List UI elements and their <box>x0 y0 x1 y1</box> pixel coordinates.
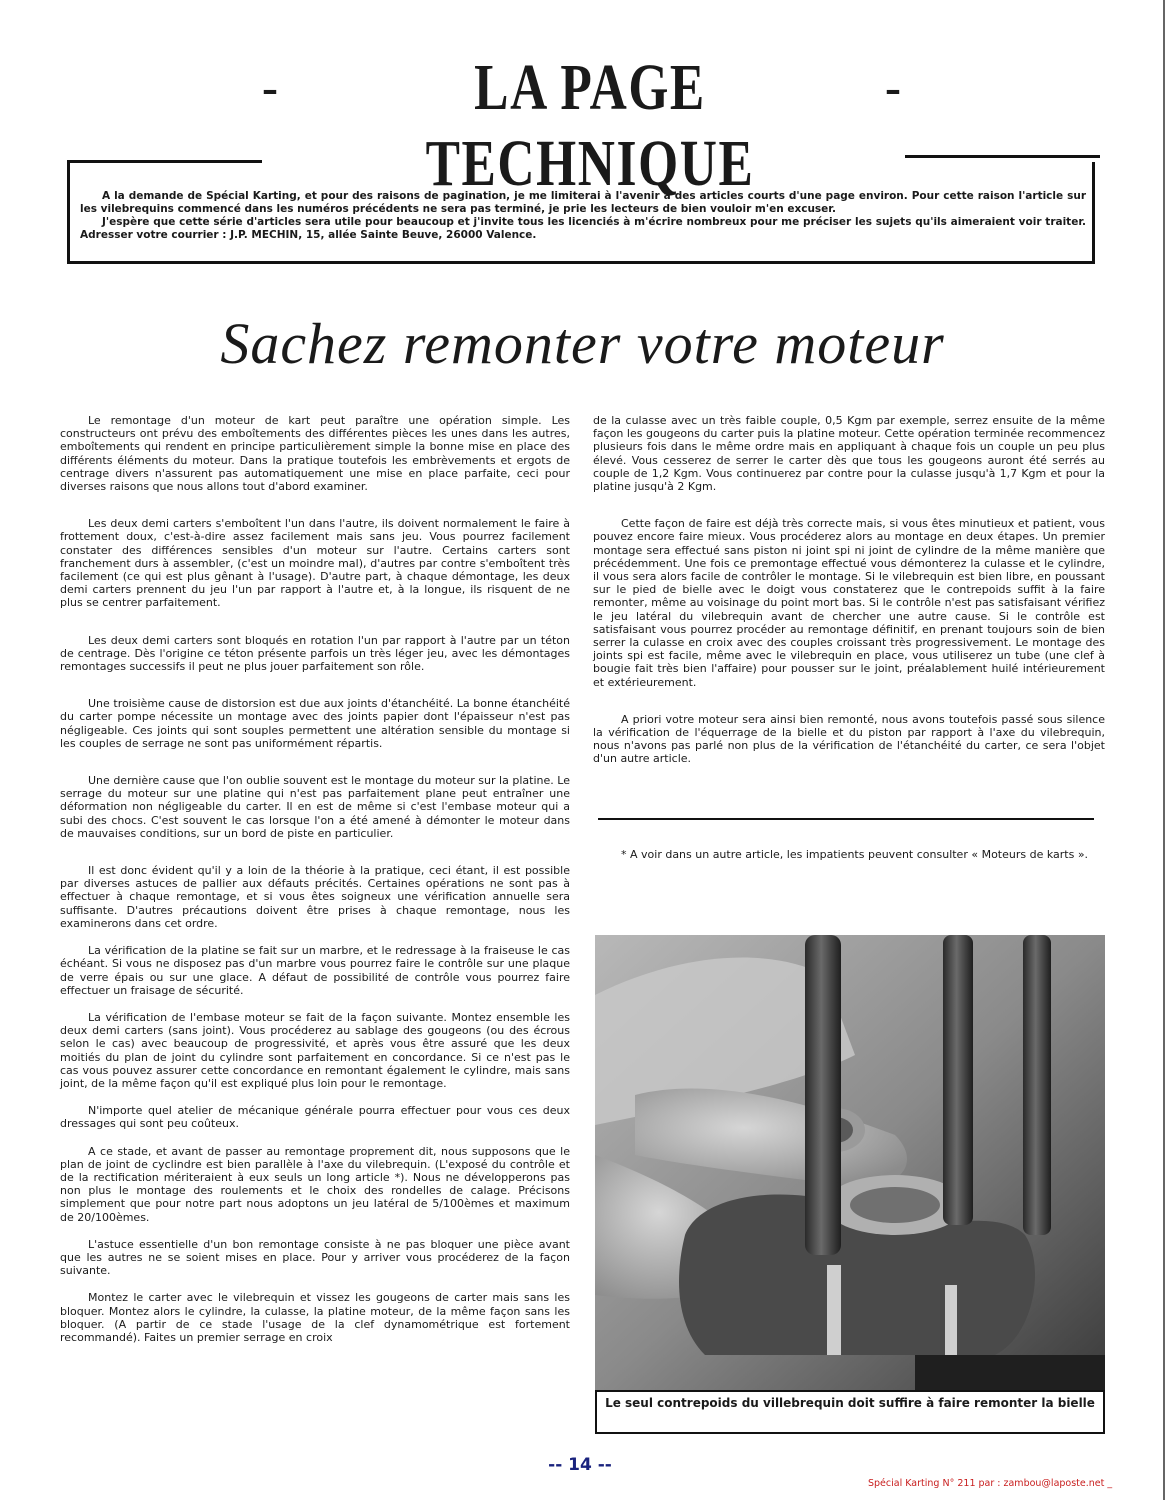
body-paragraph: Une troisième cause de distorsion est due aux joints d'étanchéité. La bonne étanchéité du carter pompe nécessite un montage avec des joints papier dont l'épaisseur n'est pas négligeable. Ces joints qui sont souples permettent une altération sensible du montage si les couples de serrage ne sont pas uniformément répartis. <box>60 697 570 750</box>
body-paragraph: A priori votre moteur sera ainsi bien remonté, nous avons toutefois passé sous silence la vérification de l'équerrage de la bielle et du piston par rapport à l'axe du vilebrequin, nous n'avons pas parlé non plus de la vérification de l'étanchéité du carter, ce sera l'objet d'un autre article. <box>593 712 1105 766</box>
body-paragraph: N'importe quel atelier de mécanique générale pourra effectuer pour vous ces deux dressages qui sont peu coûteux. <box>60 1104 570 1131</box>
body-paragraph: de la culasse avec un très faible couple, 0,5 Kgm par exemple, serrez ensuite de la même façon les gougeons du carter puis la platine moteur. Cette opération terminée recommencez plusieurs fois dans le même ordre mais en appliquant à chaque fois un couple un peu plus élevé. Vous cesserez de serrer le carter dès que tous les gougeons auront été serrés au couple de 1,2 Kgm. Vous continuerez par contre pour la culasse jusqu'à 1,7 Kgm et pour la platine jusqu'à 2 Kgm. <box>593 414 1105 494</box>
body-paragraph: Les deux demi carters sont bloqués en rotation l'un par rapport à l'autre par un téton de centrage. Dès l'origine ce téton présente parfois un très léger jeu, avec les démontages remontages successifs il peut ne plus jouer parfaitement son rôle. <box>60 633 570 674</box>
article-title: Sachez remonter votre moteur <box>220 311 945 376</box>
page-title: LA PAGE TECHNIQUE <box>425 51 755 200</box>
column-rule <box>598 818 1094 820</box>
intro-box <box>67 162 1095 264</box>
photo-caption: Le seul contrepoids du villebrequin doit suffire à faire remonter la bielle <box>595 1390 1105 1434</box>
right-column <box>593 414 1105 790</box>
header-rule-right <box>905 155 1100 158</box>
body-paragraph: A ce stade, et avant de passer au remontage proprement dit, nous supposons que le plan de joint de cyclindre est bien parallèle à l'axe du vilebrequin. (L'exposé du contrôle et de la rectification mériteraient à eux seuls un long article *). Nous ne développerons pas non plus le montage des roulements et le choix des rondelles de calage. Précisons simplement que pour notre part nous adoptons un jeu latéral de 5/100èmes et maximum de 20/100èmes. <box>60 1144 570 1224</box>
footer-credit: Spécial Karting N° 211 par : zambou@laposte.net _ <box>868 1478 1113 1489</box>
body-paragraph: La vérification de l'embase moteur se fait de la façon suivante. Montez ensemble les deux demi carters (sans joint). Vous procéderez au sablage des gougeons (ou des écrous selon le cas) avec beaucoup de progressivité, et après vous être assuré que les deux moitiés du plan de joint du cylindre sont parfaitement en concordance. Si ce n'est pas le cas vous pouvez assurer cette concordance en remontant également le cylindre, mais sans joint, de la même façon qu'il est expliqué plus loin pour le remontage. <box>60 1010 570 1090</box>
body-paragraph: La vérification de la platine se fait sur un marbre, et le redressage à la fraiseuse le cas échéant. Si vous ne disposez pas d'un marbre vous pourrez faire le contrôle sur une plaque de verre épais ou sur une glace. A défaut de possibilité de contrôle vous pourrez faire effectuer un fraisage de sécurité. <box>60 944 570 997</box>
engine-photo <box>595 935 1105 1390</box>
page-header <box>0 50 1165 200</box>
intro-paragraph: J'espère que cette série d'articles sera utile pour beaucoup et j'invite tous les licenciés à m'écrire nombreux pour me préciser les sujets qu'ils aimeraient voir traiter. Adresser votre courrier : J.P. MECHIN, 15, allée Sainte Beuve, 26000 Valence. <box>80 216 1086 241</box>
body-paragraph: Le remontage d'un moteur de kart peut paraître une opération simple. Les constructeurs ont prévu des emboîtements des différentes pièces les unes dans les autres, emboîtements qui rendent en principe particulièrement simple la bonne mise en place des différents éléments du moteur. Dans la pratique toutefois les embrèvements et ergots de centrage divers n'assurent pas automatiquement une mise en place parfaite, ceci pour diverses raisons que nous allons tout d'abord examiner. <box>60 414 570 494</box>
body-paragraph: L'astuce essentielle d'un bon remontage consiste à ne pas bloquer une pièce avant que les autres ne se soient mises en place. Pour y arriver vous procéderez de la façon suivante. <box>60 1237 570 1278</box>
header-dash-left: - <box>262 61 278 114</box>
left-column <box>60 414 570 1368</box>
header-dash-right: - <box>885 61 901 114</box>
footnote: * A voir dans un autre article, les impatients peuvent consulter « Moteurs de karts ». <box>621 848 1089 861</box>
body-paragraph: Cette façon de faire est déjà très correcte mais, si vous êtes minutieux et patient, vous pouvez encore faire mieux. Vous procéderez alors au montage en deux étapes. Un premier montage sera effectué sans piston ni joint spi ni joint de cylindre de la même manière que précédemment. Une fois ce premontage effectué vous démonterez la culasse et le cylindre, il vous sera alors facile de contrôler le montage. Si le vilebrequin est bien libre, en poussant sur le pied de bielle avec le doigt vous constaterez que le contrepoids suffit à la faire remonter, même au voisinage du point mort bas. Si le contrôle n'est pas satisfaisant vérifiez le jeu latéral du vilebrequin avant de chercher une autre cause. Si le contrôle est satisfaisant vous pourrez procéder au remontage définitif, en prenant toujours soin de bien serrer la culasse en croix avec des couples croissant très progressivement. Le montage des joints spi est facile, même avec le vilebrequin en place, vous utiliserez un tube (une clef à bougie fait très bien l'affaire) pour pousser sur le joint, préalablement huilé intérieurement et extérieurement. <box>593 517 1105 689</box>
engine-photo-illustration <box>595 935 1105 1390</box>
page-number: -- 14 -- <box>548 1455 612 1475</box>
body-paragraph: Une dernière cause que l'on oublie souvent est le montage du moteur sur la platine. Le serrage du moteur sur une platine qui n'est pas parfaitement plane peut entraîner une déformation non négligeable du carter. Il en est de même si c'est l'embase moteur qui a subi des chocs. C'est souvent le cas lorsque l'on a été amené à démonter le moteur dans de mauvaises conditions, sur un bord de piste en particulier. <box>60 774 570 840</box>
body-paragraph: Les deux demi carters s'emboîtent l'un dans l'autre, ils doivent normalement le faire à frottement doux, c'est-à-dire assez facilement mais sans jeu. Vous pourrez facilement constater des différences sensibles d'un moteur sur l'autre. Certains carters sont franchement durs à assembler, (c'est un moindre mal), d'autres par contre s'emboîtent très facilement (ce qui est plus gênant à l'usage). D'autre part, à chaque démontage, les deux demi carters prennent du jeu l'un par rapport à l'autre et, à la longue, ils risquent de ne plus se centrer parfaitement. <box>60 517 570 610</box>
intro-paragraph: A la demande de Spécial Karting, et pour des raisons de pagination, je me limiterai à l'avenir à des articles courts d'une page environ. Pour cette raison l'article sur les vilebrequins commencé dans les numéros précédents ne sera pas terminé, je prie les lecteurs de bien vouloir m'en excuser. <box>80 190 1086 215</box>
body-paragraph: Montez le carter avec le vilebrequin et vissez les gougeons de carter mais sans les bloquer. Montez alors le cylindre, la culasse, la platine moteur, de la même façon sans les bloquer. (A partir de ce stade l'usage de la clef dynamométrique est fortement recommandé). Faites un premier serrage en croix <box>60 1291 570 1344</box>
body-paragraph: Il est donc évident qu'il y a loin de la théorie à la pratique, ceci étant, il est possible par diverses astuces de pallier aux défauts précités. Certaines opérations ne sont pas à effectuer à chaque remontage, et si vous êtes soigneux une vérification annuelle sera suffisante. D'autres précautions doivent être prises à chaque remontage, nous les examinerons dans cet ordre. <box>60 864 570 930</box>
